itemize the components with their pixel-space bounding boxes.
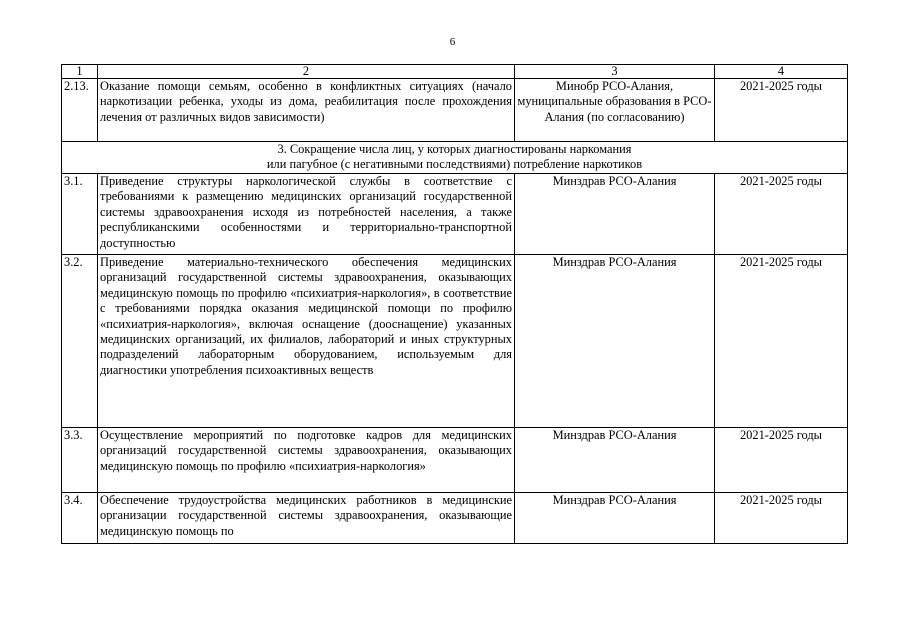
header-cell-4: 4 (715, 65, 848, 79)
row-term: 2021-2025 годы (715, 174, 848, 255)
table-row (62, 493, 848, 544)
row-term: 2021-2025 годы (715, 79, 848, 142)
row-description: Приведение структуры наркологической службы в соответствие с требованиями к размещению медицинских организаций государственной системы здравоохранения исходя из потребностей населения, а также республиканскими особенностями и территориально-транспортной доступностью (98, 174, 515, 255)
table-header-row (62, 65, 848, 79)
row-responsible: Минздрав РСО-Алания (515, 493, 715, 544)
row-number: 2.13. (62, 79, 98, 142)
row-number: 3.4. (62, 493, 98, 544)
row-description: Осуществление мероприятий по подготовке кадров для медицинских организаций государственной системы здравоохранения, оказывающих медицинскую помощь по профилю «психиатрия-наркология» (98, 428, 515, 493)
page-number: 6 (449, 36, 456, 48)
section-heading (62, 142, 848, 174)
header-cell-1: 1 (62, 65, 98, 79)
row-term: 2021-2025 годы (715, 255, 848, 428)
header-cell-2: 2 (98, 65, 515, 79)
row-number: 3.1. (62, 174, 98, 255)
row-number: 3.2. (62, 255, 98, 428)
section-heading-line-2: или пагубное (с негативными последствиями) потребление наркотиков (266, 157, 643, 172)
table-row (62, 428, 848, 493)
measures-table (61, 64, 848, 544)
row-description: Приведение материально-технического обеспечения медицинских организаций государственной системы здравоохранения, оказывающих медицинскую помощь по профилю «психиатрия-наркология», в соответствие с требованиями порядка оказания медицинской помощи по профилю «психиатрия-наркология», включая оснащение (дооснащение) указанных медицинских организаций, их филиалов, лабораторий и иных структурных подразделений лабораторным оборудованием, используемым для диагностики употребления психоактивных веществ (98, 255, 515, 428)
row-term: 2021-2025 годы (715, 493, 848, 544)
table-row (62, 255, 848, 428)
section-heading-line-1: 3. Сокращение числа лиц, у которых диагностированы наркомания (277, 142, 632, 156)
table-row (62, 79, 848, 142)
row-responsible: Минобр РСО-Алания, муниципальные образования в РСО-Алания (по согласованию) (515, 79, 715, 142)
row-number: 3.3. (62, 428, 98, 493)
row-term: 2021-2025 годы (715, 428, 848, 493)
row-responsible: Минздрав РСО-Алания (515, 174, 715, 255)
row-description: Оказание помощи семьям, особенно в конфликтных ситуациях (начало наркотизации ребенка, уходы из дома, реабилитация после прохождения лечения от различных видов зависимости) (98, 79, 515, 142)
section-row (62, 142, 848, 174)
row-responsible: Минздрав РСО-Алания (515, 255, 715, 428)
row-description: Обеспечение трудоустройства медицинских работников в медицинские организации государственной системы здравоохранения, оказывающие медицинскую помощь по (98, 493, 515, 544)
row-responsible: Минздрав РСО-Алания (515, 428, 715, 493)
table-row (62, 174, 848, 255)
header-cell-3: 3 (515, 65, 715, 79)
